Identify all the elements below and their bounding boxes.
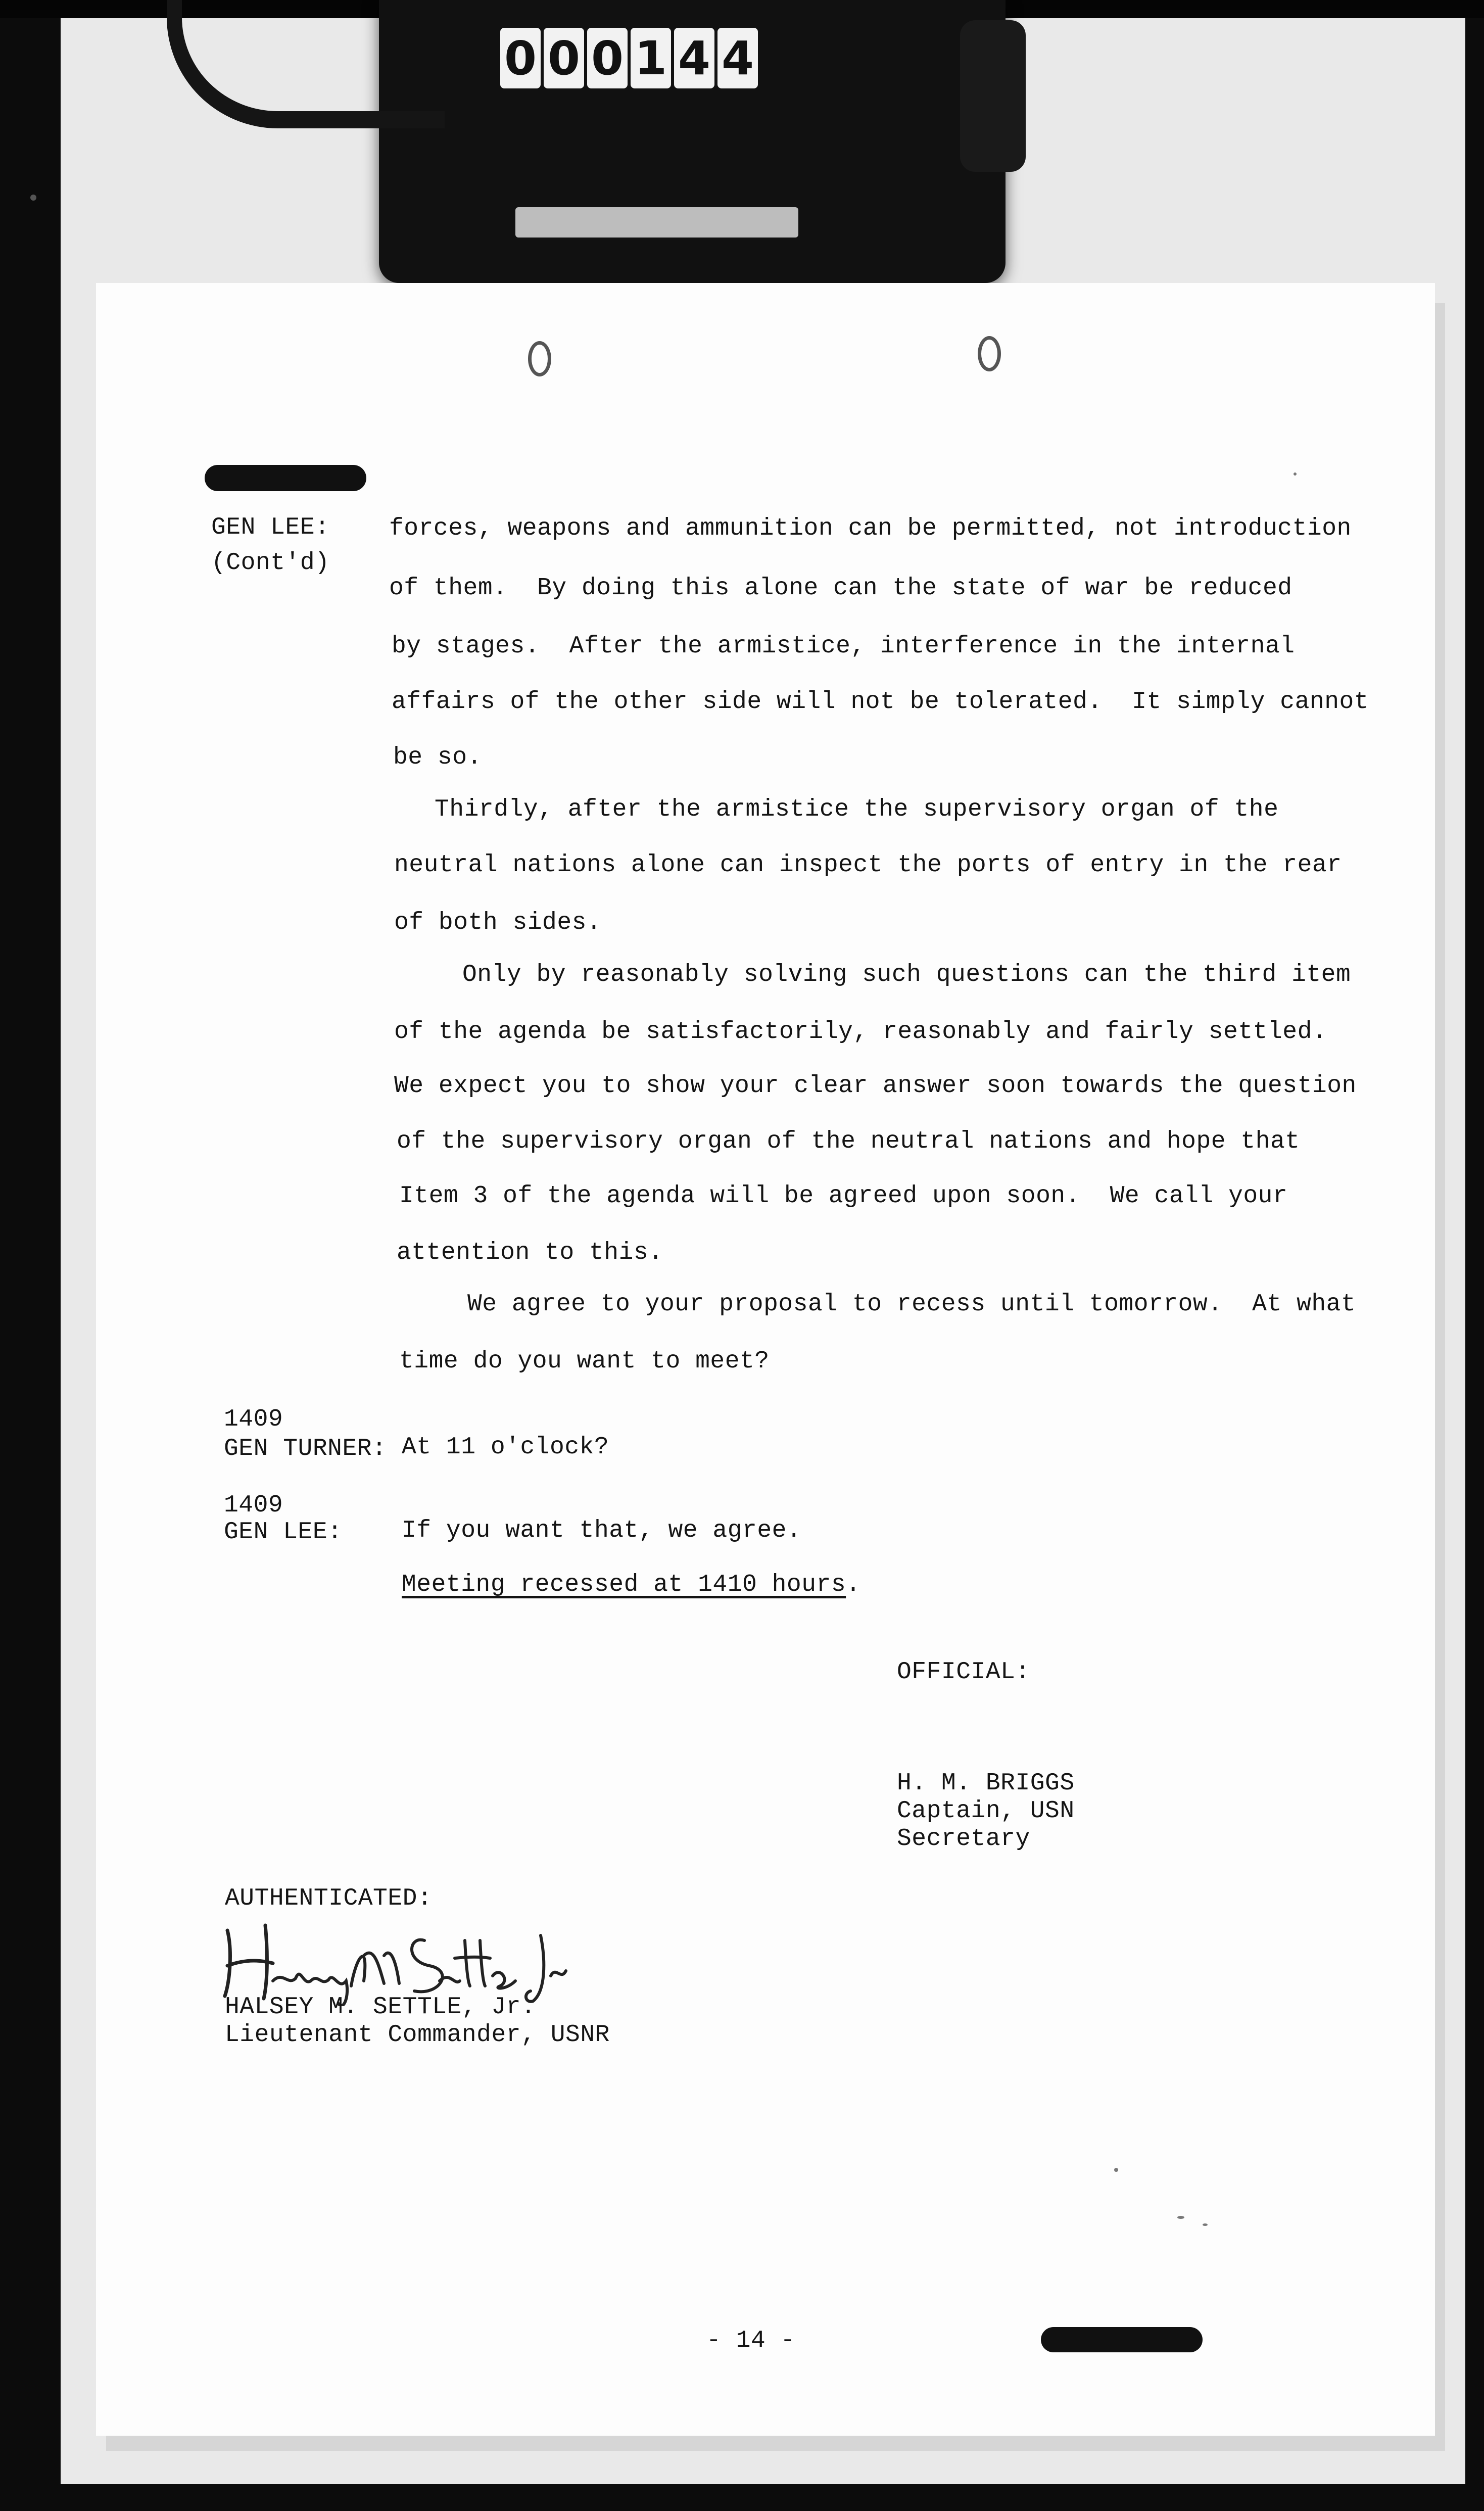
- recess-note-period: .: [846, 1571, 861, 1598]
- speaker-label: GEN LEE:: [224, 1519, 343, 1546]
- body-line: of the supervisory organ of the neutral nations and hope that: [397, 1128, 1300, 1155]
- authenticator-rank: Lieutenant Commander, USNR: [225, 2021, 610, 2049]
- counter-label-plate: [515, 207, 798, 238]
- handwritten-signature: [217, 1910, 581, 2006]
- speaker-label: GEN LEE:: [211, 514, 330, 541]
- frame-counter-digit: 0: [544, 28, 584, 88]
- scan-speck: [1294, 472, 1297, 476]
- body-line: We agree to your proposal to recess until tomorrow. At what: [467, 1291, 1356, 1318]
- dialogue-line: If you want that, we agree.: [402, 1517, 802, 1544]
- frame-counter-digit: 0: [587, 28, 628, 88]
- redaction-mark: [205, 465, 366, 491]
- body-line: attention to this.: [397, 1239, 663, 1266]
- body-line: forces, weapons and ammunition can be permitted, not introduction: [389, 515, 1352, 542]
- punch-hole: [528, 341, 551, 376]
- scan-speck: [30, 195, 36, 201]
- recess-note: [402, 1573, 860, 1597]
- official-title: Secretary: [897, 1825, 1030, 1853]
- dialogue-line: At 11 o'clock?: [402, 1434, 609, 1461]
- frame-counter-digit: 4: [717, 28, 758, 88]
- timestamp: 1409: [224, 1406, 283, 1433]
- official-name: H. M. BRIGGS: [897, 1770, 1075, 1797]
- frame-counter: [500, 28, 758, 88]
- authenticated-label: AUTHENTICATED:: [225, 1885, 433, 1912]
- official-rank: Captain, USN: [897, 1797, 1075, 1825]
- body-line: affairs of the other side will not be tolerated. It simply cannot: [392, 688, 1369, 716]
- authenticator-name: HALSEY M. SETTLE, Jr.: [225, 1994, 536, 2021]
- body-line: Only by reasonably solving such questions can the third item: [462, 961, 1351, 988]
- redaction-mark: [1041, 2327, 1203, 2352]
- body-line: by stages. After the armistice, interference in the internal: [392, 633, 1295, 660]
- body-line: of the agenda be satisfactorily, reasonably and fairly settled.: [394, 1018, 1327, 1046]
- frame-counter-digit: 0: [500, 28, 541, 88]
- scan-speck: [1203, 2223, 1208, 2226]
- frame-counter-digit: 1: [631, 28, 671, 88]
- frame-counter-digit: 4: [674, 28, 714, 88]
- speaker-label: GEN TURNER:: [224, 1435, 387, 1462]
- body-line: We expect you to show your clear answer soon towards the question: [394, 1072, 1357, 1100]
- official-label: OFFICIAL:: [897, 1659, 1030, 1686]
- body-line: Item 3 of the agenda will be agreed upon soon. We call your: [399, 1182, 1288, 1210]
- recess-note-text: Meeting recessed at 1410 hours: [402, 1571, 846, 1598]
- scan-speck: [1177, 2216, 1184, 2219]
- body-line: be so.: [393, 744, 482, 771]
- punch-hole: [978, 336, 1001, 371]
- scan-speck: [1114, 2168, 1118, 2172]
- counter-knob: [960, 20, 1026, 172]
- speaker-continued-note: (Cont'd): [211, 549, 330, 577]
- body-line: of both sides.: [394, 909, 602, 936]
- body-line: neutral nations alone can inspect the ports of entry in the rear: [394, 851, 1342, 879]
- body-line: of them. By doing this alone can the state of war be reduced: [389, 575, 1292, 602]
- body-line: Thirdly, after the armistice the supervisory organ of the: [435, 796, 1279, 823]
- timestamp: 1409: [224, 1492, 283, 1519]
- body-line: time do you want to meet?: [399, 1348, 770, 1375]
- page-number: - 14 -: [706, 2327, 795, 2354]
